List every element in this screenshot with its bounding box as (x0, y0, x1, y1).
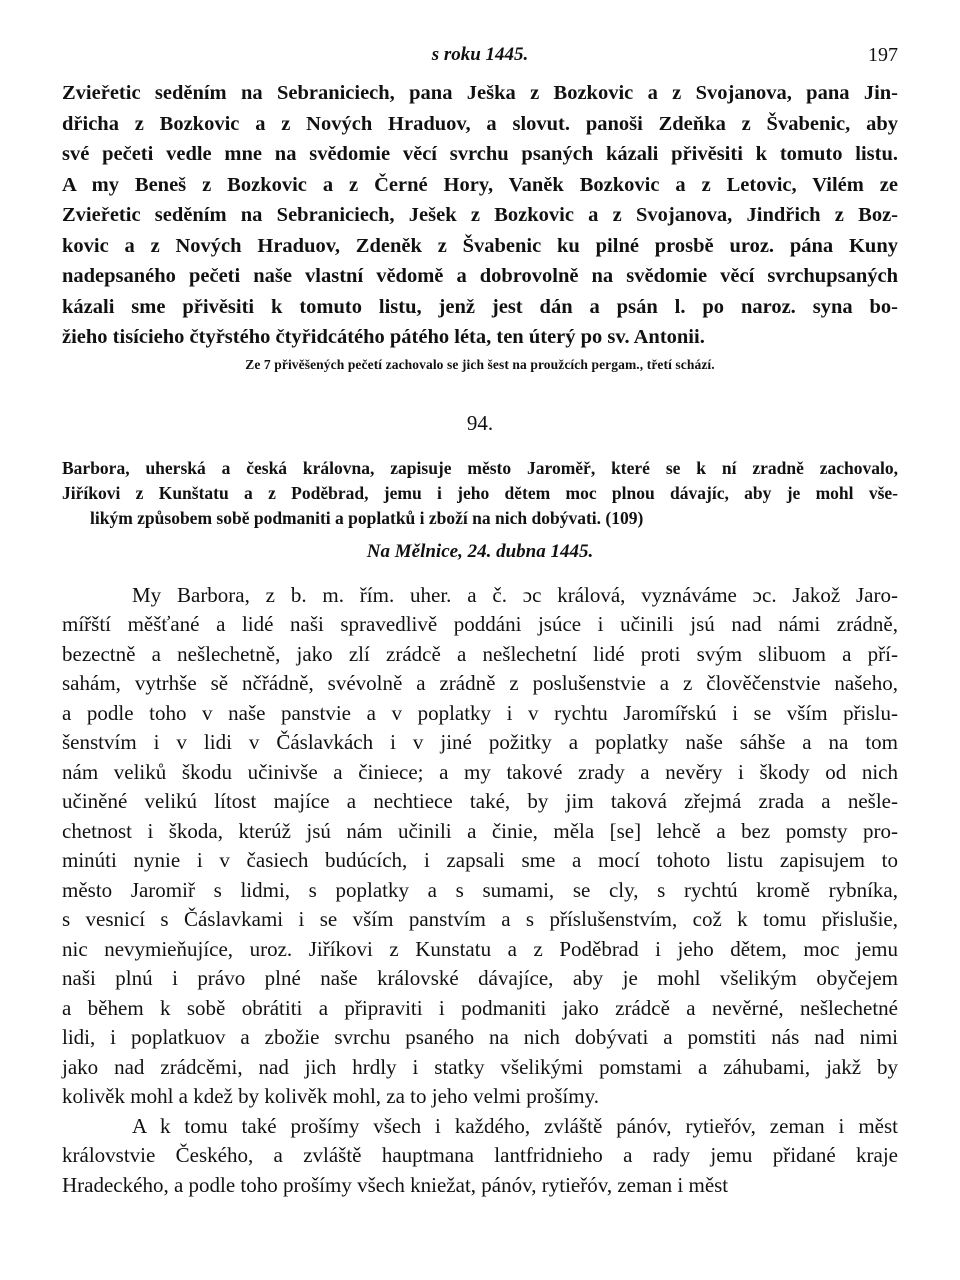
text-line: a podle toho v naše panstvie a v poplatky i v rychtu Jaromířskú i se vším přislu- (62, 700, 898, 725)
text-line: bezectně a nešlechetně, jako zlí zrádcě a nešlechetní lidé proti svým slibuom a pří- (62, 641, 898, 666)
dateline: Na Mělnice, 24. dubna 1445. (366, 540, 594, 562)
text-line: lidi, i poplatkuov a zbožie svrchu psaného na nich dobývati a pomstiti nás nad nimi (62, 1025, 898, 1049)
text-line: A k tomu také prošímy všech i každého, zvláště pánóv, rytieřóv, zeman i měst (132, 1113, 898, 1138)
text-line: nám veliků škodu učinivše a činiece; a my takové zrady a nevěry i škody od nich (62, 759, 898, 784)
body-paragraph-1 (62, 581, 898, 1112)
text-line: kolivěk mohl a kdež by kolivěk mohl, za to jeho velmi prošímy. (62, 1084, 599, 1108)
text-line: kovic a z Nových Hraduov, Zdeněk z Švabenic ku pilné prosbě uroz. pána Kuny (62, 234, 898, 257)
text-line: A my Beneš z Bozkovic a z Černé Hory, Vaněk Bozkovic a z Letovic, Vilém ze (62, 173, 898, 196)
text-line: Zvieřetic seděním na Sebraniciech, pana Ješka z Bozkovic a z Svojanova, pana Jin- (62, 82, 898, 104)
text-line: minúti nynie i v časiech budúcích, i zapsali sme a mocí tohoto listu zapisujem to (62, 848, 898, 872)
regest-line: likým způsobem sobě podmaniti a poplatků i zboží na nich dobývati. (109) (90, 507, 644, 528)
seal-note: Ze 7 přivěšených pečetí zachovalo se jich šest na proužcích pergam., třetí schází. (245, 356, 715, 372)
document-number: 94. (466, 410, 494, 435)
text-line: své pečeti vedle mne na svědomie věcí svrchu psaných kázali přivěsiti k tomuto listu. (62, 143, 898, 165)
text-line: město Jaromiř s lidmi, s poplatky a s sumami, se cly, s rychtú kromě rybníka, (62, 877, 898, 902)
text-line: královstvie Českého, a zvláště hauptmana lantfridnieho a rady jemu přidané kraje (62, 1143, 898, 1167)
running-head (62, 38, 898, 78)
text-line: Zvieřetic seděním na Sebraniciech, Ješek z Bozkovic a z Svojanova, Jindřich z Boz- (62, 204, 898, 226)
text-line: žieho tisícieho čtyřstého čtyřidcátého pátého léta, ten úterý po sv. Antonii. (62, 326, 705, 348)
text-line: nic nevymieňujíce, uroz. Jiříkovi z Kunstatu a z Poděbrad i jeho dětem, moc jemu (62, 936, 898, 961)
regest-line: Jiříkovi z Kunštatu a z Poděbrad, jemu i jeho dětem moc plnou dávajíc, aby je mohl vše- (62, 482, 898, 503)
text-line: kázali sme přivěsiti k tomuto listu, jenž jest dán a psán l. po naroz. syna bo- (62, 295, 898, 318)
text-line: učiněné velikú lítost majíce a nechtiece také, by jim taková zřejmá zrada a nešle- (62, 789, 898, 813)
text-line: Hradeckého, a podle toho prošímy všech kniežat, pánóv, rytieřóv, zeman i měst (62, 1172, 729, 1197)
text-line: šenstvím i v lidi v Čáslavkách i v jiné požitky a poplatky naše sáhše a na tom (62, 730, 898, 754)
text-line: My Barbora, z b. m. řím. uher. a č. ɔc králová, vyznáváme ɔc. Jakož Jaro- (132, 582, 898, 607)
text-line: mířští měšťané a lidé naši spravedlivě poddáni jsúce i učinili jsú nad námi zrádně, (62, 612, 898, 636)
regest-line: Barbora, uherská a česká královna, zapisuje město Jaroměř, které se k ní zradně zachovalo, (62, 457, 898, 478)
text-line: jako nad zrádcěmi, nad jich hrdly i statky všelikými pomstami a záhubami, jakž by (62, 1054, 898, 1079)
regest (62, 456, 898, 531)
text-line: chetnost i škoda, kterúž jsú nám učinili a činie, měla [se] lehcě a bez pomsty pro- (62, 818, 898, 843)
text-line: naši plnú i právo plné naše královské dávajíce, aby je mohl všelikým obyčejem (62, 966, 898, 990)
text-line: sahám, vytrhše sě nčřádně, svévolně a zrádně z poslušenstvie a z člověčenstvie našeho, (62, 671, 898, 695)
text-line: a během k sobě obrátiti a připraviti i podmaniti jako zrádcě a nevěrné, nešlechetné (62, 995, 898, 1020)
running-head-title: s roku 1445. (431, 44, 529, 65)
top-paragraph (62, 78, 898, 353)
text-line: nadepsaného pečeti naše vlastní vědomě a dobrovolně na svědomie věcí svrchupsaných (62, 265, 898, 287)
body-paragraph-2 (62, 1112, 898, 1201)
text-line: s vesnicí s Čáslavkami i se vším panstvím a s příslušenstvím, což k tomu přislušie, (62, 907, 898, 931)
page-number: 197 (868, 44, 898, 66)
text-line: dřicha z Bozkovic a z Nových Hraduov, a slovut. panoši Zdeňka z Švabenic, aby (62, 112, 898, 135)
book-page (62, 38, 898, 1200)
